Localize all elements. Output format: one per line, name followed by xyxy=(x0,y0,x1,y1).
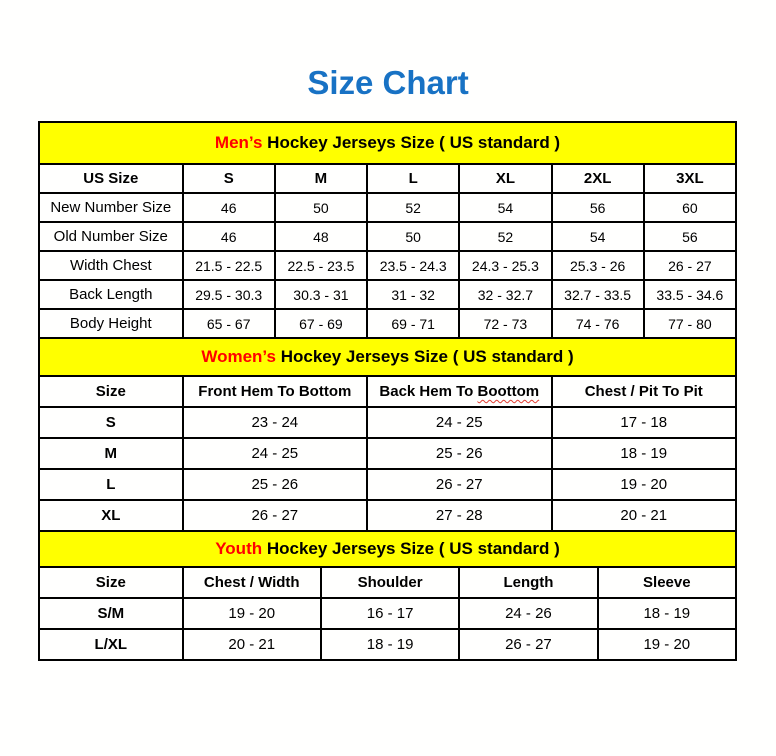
size-cell: 77 - 80 xyxy=(644,309,736,338)
column-header: 3XL xyxy=(644,164,736,193)
size-cell: 32.7 - 33.5 xyxy=(552,280,644,309)
table-row xyxy=(39,469,736,500)
column-header: Size xyxy=(39,567,183,598)
size-cell: 67 - 69 xyxy=(275,309,367,338)
table-row xyxy=(39,309,736,338)
size-cell: 19 - 20 xyxy=(598,629,736,660)
row-label: Old Number Size xyxy=(39,222,183,251)
column-header: L xyxy=(367,164,459,193)
size-cell: 18 - 19 xyxy=(321,629,459,660)
size-cell: 56 xyxy=(552,193,644,222)
size-cell: 21.5 - 22.5 xyxy=(183,251,275,280)
section-band-row xyxy=(39,338,736,376)
column-header: US Size xyxy=(39,164,183,193)
size-cell: 52 xyxy=(459,222,551,251)
size-cell: 29.5 - 30.3 xyxy=(183,280,275,309)
column-header: S xyxy=(183,164,275,193)
section-band-row xyxy=(39,531,736,567)
size-cell: 24 - 25 xyxy=(367,407,551,438)
size-cell: 65 - 67 xyxy=(183,309,275,338)
section-heading-highlight: Men’s xyxy=(214,133,263,152)
row-label: New Number Size xyxy=(39,193,183,222)
column-header: Front Hem To Bottom xyxy=(183,376,367,407)
row-label: Back Length xyxy=(39,280,183,309)
table-row xyxy=(39,222,736,251)
size-cell: 23.5 - 24.3 xyxy=(367,251,459,280)
size-cell: 56 xyxy=(644,222,736,251)
column-header: Chest / Pit To Pit xyxy=(552,376,736,407)
misspelled-word: Boottom xyxy=(477,383,540,400)
size-cell: 20 - 21 xyxy=(183,629,321,660)
youth-size-table xyxy=(38,530,737,661)
size-cell: 22.5 - 23.5 xyxy=(275,251,367,280)
section-heading-highlight: Youth xyxy=(215,539,263,558)
size-cell: 16 - 17 xyxy=(321,598,459,629)
column-header-row xyxy=(39,567,736,598)
size-cell: 52 xyxy=(367,193,459,222)
size-cell: 24 - 25 xyxy=(183,438,367,469)
men-size-table xyxy=(38,121,737,339)
column-header: 2XL xyxy=(552,164,644,193)
size-cell: 19 - 20 xyxy=(183,598,321,629)
row-label: M xyxy=(39,438,183,469)
row-label: S xyxy=(39,407,183,438)
row-label: S/M xyxy=(39,598,183,629)
column-header: Chest / Width xyxy=(183,567,321,598)
section-heading-highlight: Women’s xyxy=(201,347,276,366)
column-header-row xyxy=(39,164,736,193)
column-header: Length xyxy=(459,567,597,598)
row-label: L/XL xyxy=(39,629,183,660)
size-cell: 69 - 71 xyxy=(367,309,459,338)
size-cell: 24 - 26 xyxy=(459,598,597,629)
size-cell: 19 - 20 xyxy=(552,469,736,500)
row-label: Width Chest xyxy=(39,251,183,280)
size-cell: 32 - 32.7 xyxy=(459,280,551,309)
size-cell: 50 xyxy=(367,222,459,251)
table-row xyxy=(39,629,736,660)
size-cell: 26 - 27 xyxy=(183,500,367,531)
section-heading-men: Men’s Hockey Jerseys Size ( US standard ) xyxy=(39,122,736,164)
size-chart-tables xyxy=(38,121,737,661)
size-cell: 18 - 19 xyxy=(552,438,736,469)
size-cell: 60 xyxy=(644,193,736,222)
size-cell: 46 xyxy=(183,222,275,251)
column-header-row xyxy=(39,376,736,407)
size-cell: 18 - 19 xyxy=(598,598,736,629)
page-title: Size Chart xyxy=(307,64,469,101)
row-label: L xyxy=(39,469,183,500)
size-cell: 74 - 76 xyxy=(552,309,644,338)
column-header: Back Hem To Boottom xyxy=(367,376,551,407)
table-row xyxy=(39,251,736,280)
column-header: Shoulder xyxy=(321,567,459,598)
size-cell: 25.3 - 26 xyxy=(552,251,644,280)
size-cell: 17 - 18 xyxy=(552,407,736,438)
size-cell: 72 - 73 xyxy=(459,309,551,338)
section-heading-women: Women’s Hockey Jerseys Size ( US standard ) xyxy=(39,338,736,376)
section-heading-youth: Youth Hockey Jerseys Size ( US standard ) xyxy=(39,531,736,567)
size-cell: 25 - 26 xyxy=(183,469,367,500)
size-cell: 30.3 - 31 xyxy=(275,280,367,309)
size-cell: 54 xyxy=(459,193,551,222)
size-cell: 46 xyxy=(183,193,275,222)
size-cell: 50 xyxy=(275,193,367,222)
size-cell: 26 - 27 xyxy=(459,629,597,660)
section-band-row xyxy=(39,122,736,164)
table-row xyxy=(39,500,736,531)
column-header: Size xyxy=(39,376,183,407)
size-cell: 48 xyxy=(275,222,367,251)
size-cell: 25 - 26 xyxy=(367,438,551,469)
row-label: XL xyxy=(39,500,183,531)
table-row xyxy=(39,407,736,438)
size-cell: 31 - 32 xyxy=(367,280,459,309)
table-row xyxy=(39,193,736,222)
size-cell: 33.5 - 34.6 xyxy=(644,280,736,309)
size-cell: 24.3 - 25.3 xyxy=(459,251,551,280)
column-header: Sleeve xyxy=(598,567,736,598)
table-row xyxy=(39,598,736,629)
size-cell: 27 - 28 xyxy=(367,500,551,531)
size-cell: 23 - 24 xyxy=(183,407,367,438)
table-row xyxy=(39,280,736,309)
size-cell: 54 xyxy=(552,222,644,251)
size-cell: 26 - 27 xyxy=(367,469,551,500)
column-header: M xyxy=(275,164,367,193)
table-row xyxy=(39,438,736,469)
row-label: Body Height xyxy=(39,309,183,338)
women-size-table xyxy=(38,337,737,532)
size-cell: 20 - 21 xyxy=(552,500,736,531)
column-header: XL xyxy=(459,164,551,193)
size-cell: 26 - 27 xyxy=(644,251,736,280)
